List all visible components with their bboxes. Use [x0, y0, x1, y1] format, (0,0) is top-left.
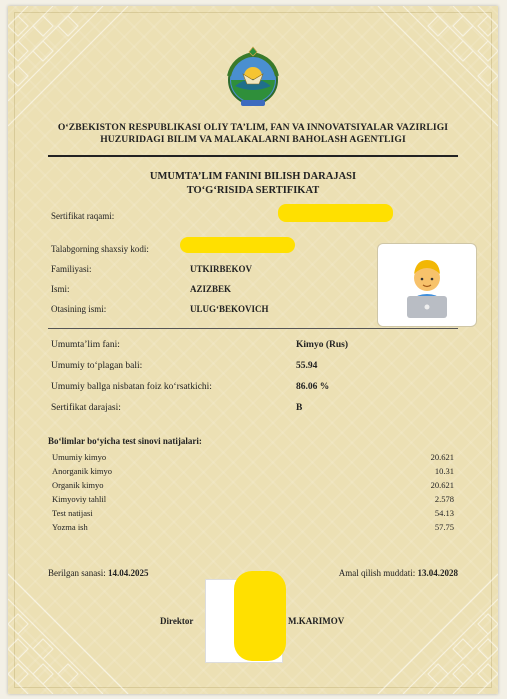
total-score-value: 55.94: [296, 361, 318, 371]
surname-value: UTKIRBEKOV: [190, 264, 253, 274]
certificate-number-label: Sertifikat raqami:: [51, 211, 115, 221]
result-value: 57.75: [434, 522, 454, 532]
patronymic-label: Otasining ismi:: [51, 304, 107, 314]
director-name: M.KARIMOV: [288, 616, 345, 626]
result-value: 2.578: [434, 494, 454, 504]
result-value: 54.13: [434, 508, 454, 518]
result-label: Umumiy kimyo: [52, 452, 107, 462]
result-label: Yozma ish: [52, 522, 88, 532]
result-value: 10.31: [434, 466, 454, 476]
issued-date-value: 14.04.2025: [108, 568, 149, 578]
patronymic-value: ULUG‘BEKOVICH: [190, 304, 269, 314]
valid-until: [339, 568, 458, 578]
result-value: 20.621: [430, 480, 454, 490]
certificate-number-redaction: [278, 204, 393, 222]
corner-ornament-icon: [8, 564, 138, 694]
certificate-paper: [8, 6, 498, 694]
surname-label: Familiyasi:: [51, 264, 92, 274]
certificate-title: [8, 170, 498, 198]
photo-frame: [377, 243, 477, 327]
percent-label: Umumiy ballga nisbatan foiz ko‘rsatkichi:: [51, 382, 212, 392]
organization-name: [8, 122, 498, 146]
level-value: B: [296, 403, 303, 413]
header-divider: [48, 155, 458, 157]
result-value: 20.621: [430, 452, 454, 462]
section-divider: [48, 328, 458, 329]
total-score-label: Umumiy to‘plagan bali:: [51, 361, 143, 371]
organization-line-1: O‘ZBEKISTON RESPUBLIKASI OLIY TA’LIM, FAN VA INNOVATSIYALAR VAZIRLIGI: [57, 122, 449, 133]
corner-ornament-icon: [8, 6, 138, 136]
personal-code-redaction: [180, 237, 295, 253]
corner-ornament-icon: [368, 564, 498, 694]
title-line-2: TO‘G‘RISIDA SERTIFIKAT: [186, 185, 320, 196]
issued-date-label: Berilgan sanasi:: [48, 568, 106, 578]
subject-label: Umumta’lim fani:: [51, 340, 120, 350]
issued-date: [48, 568, 149, 578]
title-line-1: UMUMTA’LIM FANINI BILISH DARAJASI: [149, 171, 357, 182]
name-value: AZIZBEK: [190, 284, 232, 294]
result-label: Kimyoviy tahlil: [52, 494, 107, 504]
subject-value: Kimyo (Rus): [296, 340, 348, 350]
state-emblem-icon: [221, 46, 285, 110]
result-label: Anorganik kimyo: [52, 466, 113, 476]
name-label: Ismi:: [51, 284, 70, 294]
result-label: Test natijasi: [52, 508, 93, 518]
qr-code-redaction: [234, 571, 286, 661]
personal-code-label: Talabgorning shaxsiy kodi:: [51, 244, 149, 254]
valid-until-value: 13.04.2028: [417, 568, 458, 578]
director-label: Direktor: [160, 616, 194, 626]
organization-line-2: HUZURIDAGI BILIM VA MALAKALARNI BAHOLASH AGENTLIGI: [100, 134, 406, 145]
percent-value: 86.06 %: [296, 382, 330, 392]
valid-until-label: Amal qilish muddati:: [338, 568, 416, 578]
results-title: Bo‘limlar bo‘yicha test sinovi natijalari:: [48, 436, 202, 446]
person-with-laptop-icon: [378, 244, 476, 326]
result-label: Organik kimyo: [52, 480, 104, 490]
level-label: Sertifikat darajasi:: [51, 403, 121, 413]
corner-ornament-icon: [368, 6, 498, 136]
